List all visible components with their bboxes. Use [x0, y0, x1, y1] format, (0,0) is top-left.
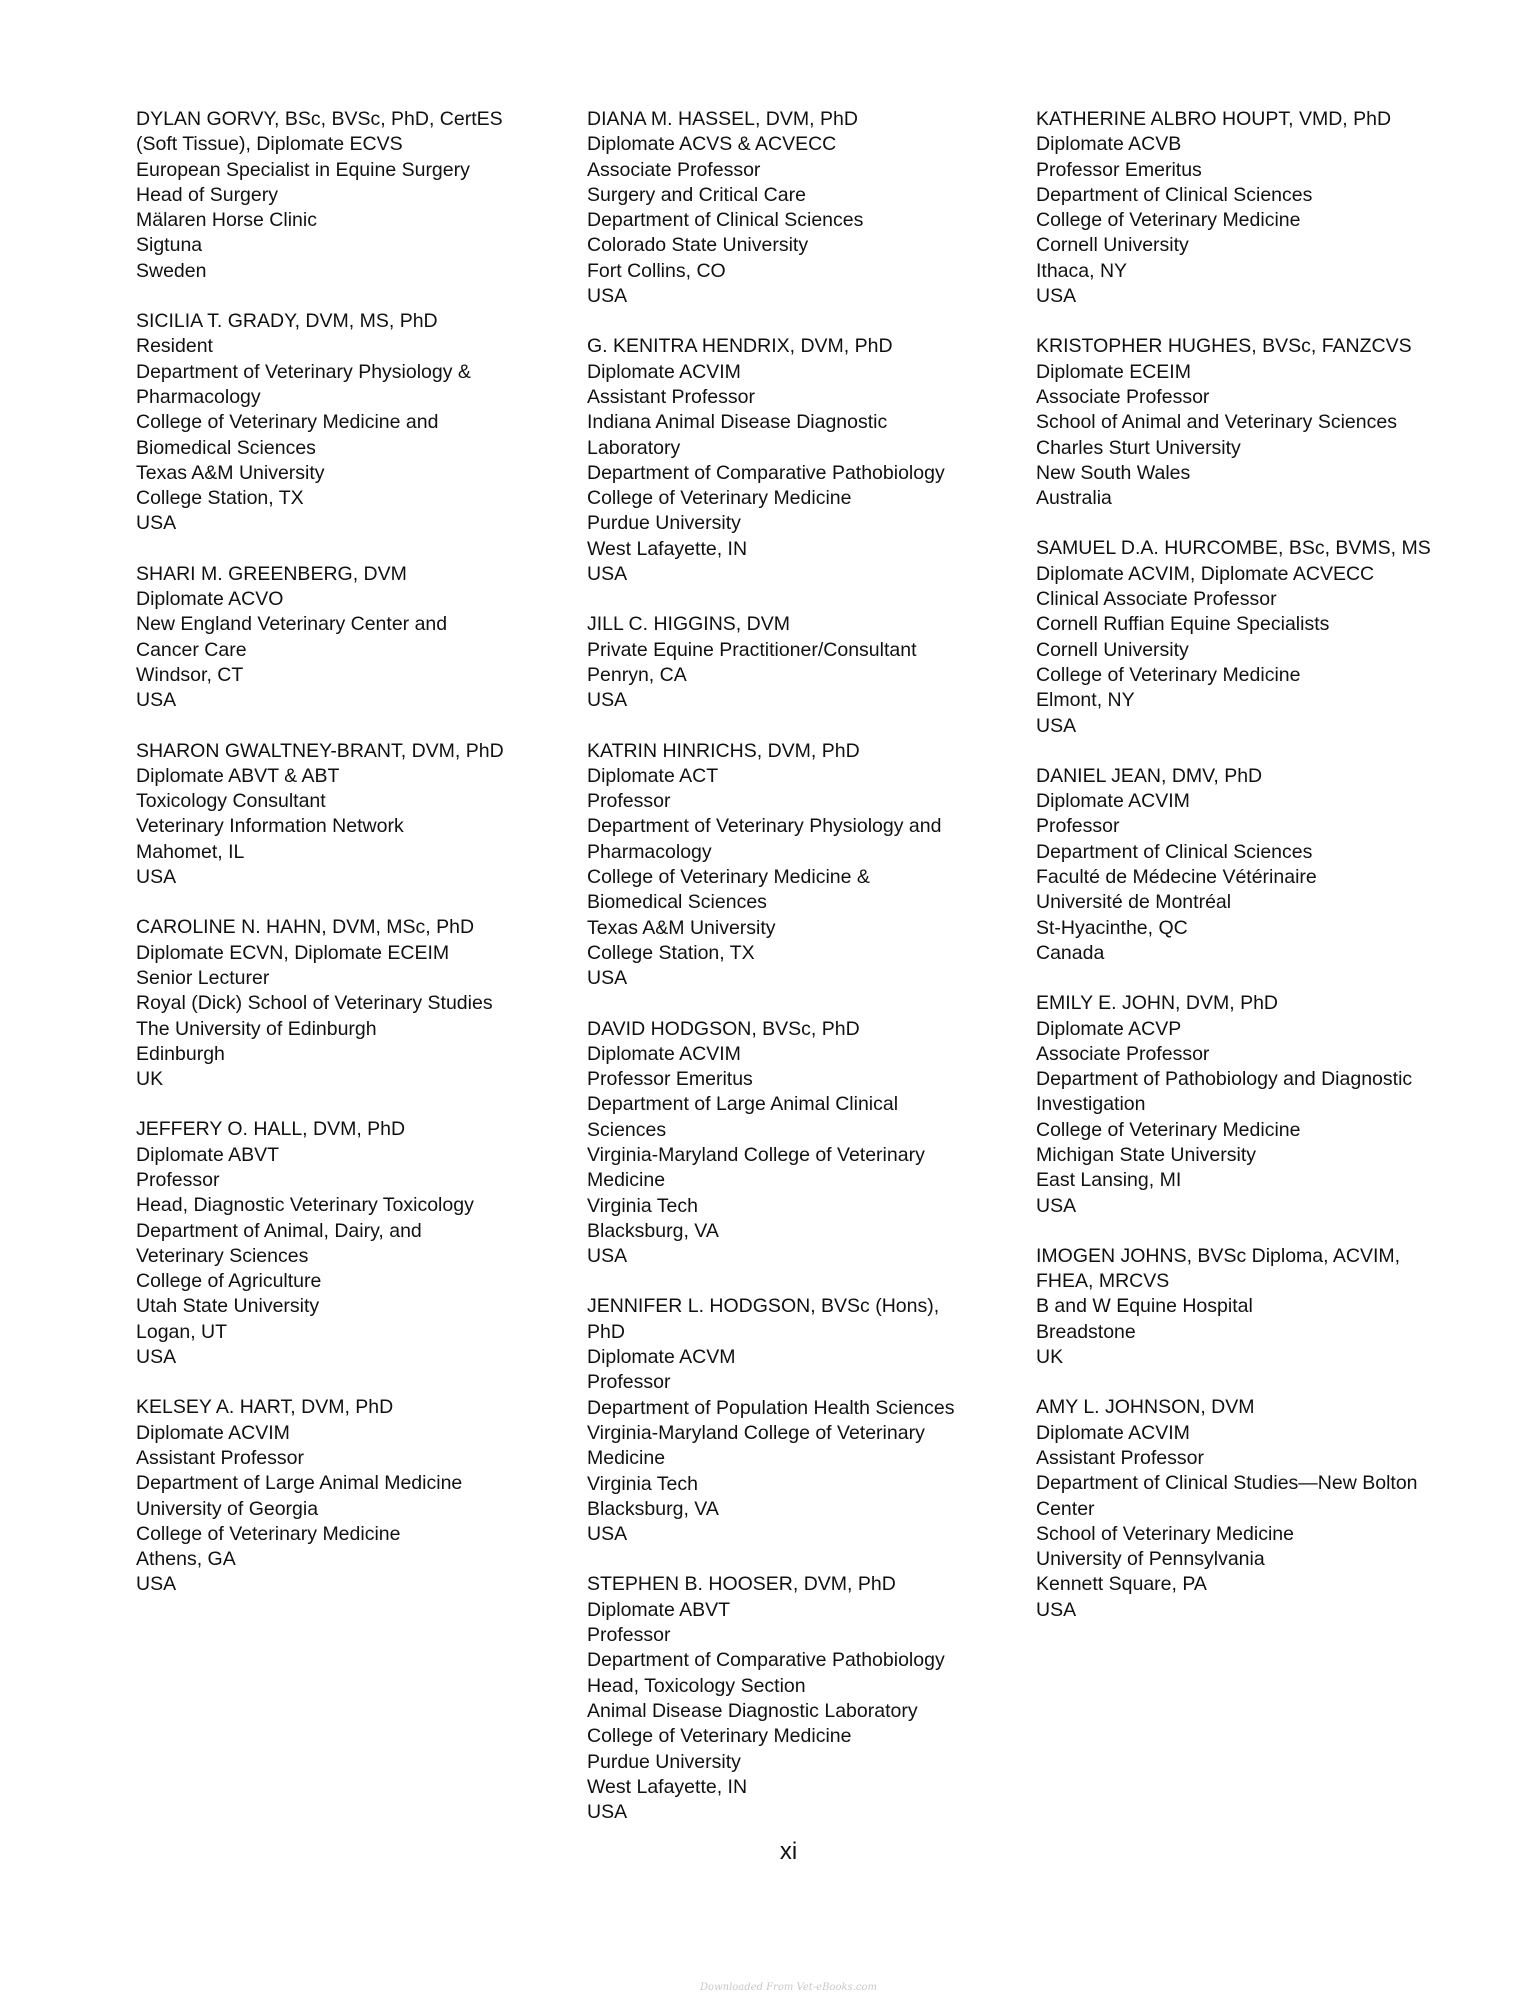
- contributor-detail-line: St-Hyacinthe, QC: [1036, 916, 1188, 939]
- contributor-detail-line: Associate Professor: [587, 158, 761, 181]
- contributor-detail-line: Center: [1036, 1497, 1095, 1520]
- contributor-detail-line: Blacksburg, VA: [587, 1219, 719, 1242]
- contributor-detail-line: College of Agriculture: [136, 1270, 322, 1293]
- contributor-detail-line: Texas A&M University: [136, 461, 325, 484]
- contributor-detail-line: Head of Surgery: [136, 183, 278, 206]
- contributor-detail-line: USA: [587, 967, 628, 990]
- contributor-detail-line: Department of Veterinary Physiology &: [136, 360, 471, 383]
- contributor-entry: [1036, 334, 1466, 511]
- contributor-name: KELSEY A. HART, DVM, PhD: [136, 1396, 394, 1419]
- contributor-detail-line: College of Veterinary Medicine: [136, 1522, 401, 1545]
- contributor-entry: [1036, 536, 1466, 738]
- contributor-detail-line: European Specialist in Equine Surgery: [136, 158, 470, 181]
- contributor-detail-line: Assistant Professor: [136, 1446, 304, 1469]
- contributor-detail-line: USA: [1036, 1598, 1077, 1621]
- contributor-detail-line: USA: [587, 1245, 628, 1268]
- contributor-name: KRISTOPHER HUGHES, BVSc, FANZCVS: [1036, 335, 1412, 358]
- contributor-detail-line: New England Veterinary Center and: [136, 613, 448, 636]
- contributor-detail-line: Penryn, CA: [587, 663, 687, 686]
- contributor-detail-line: Professor: [587, 1371, 671, 1394]
- contributor-detail-line: Veterinary Information Network: [136, 815, 404, 838]
- contributor-entry: [587, 1572, 1017, 1825]
- contributor-detail-line: Diplomate ACT: [587, 764, 719, 787]
- page-number: xi: [779, 1838, 798, 1865]
- contributor-detail-line: Indiana Animal Disease Diagnostic: [587, 411, 888, 434]
- contributor-detail-line: Sigtuna: [136, 234, 203, 257]
- contributor-name: SHARON GWALTNEY-BRANT, DVM, PhD: [136, 739, 504, 762]
- contributor-detail-line: USA: [136, 1346, 177, 1369]
- contributor-detail-line: Head, Toxicology Section: [587, 1674, 806, 1697]
- contributor-entry: [587, 739, 1017, 992]
- contributor-detail-line: School of Veterinary Medicine: [1036, 1522, 1294, 1545]
- contributor-detail-line: Cornell University: [1036, 638, 1189, 661]
- contributor-detail-line: USA: [1036, 1194, 1077, 1217]
- contributor-detail-line: University of Pennsylvania: [1036, 1548, 1265, 1571]
- contributor-detail-line: USA: [1036, 285, 1077, 308]
- contributor-detail-line: Diplomate ABVT & ABT: [136, 764, 340, 787]
- contributor-detail-line: Associate Professor: [1036, 1042, 1210, 1065]
- contributors-column-3: [1036, 107, 1466, 1648]
- contributor-detail-line: Department of Clinical Studies—New Bolton: [1036, 1472, 1418, 1495]
- contributor-detail-line: Blacksburg, VA: [587, 1497, 719, 1520]
- contributor-detail-line: Virginia Tech: [587, 1472, 698, 1495]
- contributor-detail-line: Sweden: [136, 259, 207, 282]
- contributor-entry: [1036, 1244, 1466, 1370]
- contributor-detail-line: USA: [587, 1523, 628, 1546]
- contributor-entry: [136, 107, 566, 284]
- contributor-detail-line: University of Georgia: [136, 1497, 319, 1520]
- contributor-detail-line: USA: [587, 285, 628, 308]
- contributor-detail-line: Texas A&M University: [587, 916, 776, 939]
- contributor-detail-line: Professor Emeritus: [587, 1068, 753, 1091]
- contributor-name: DANIEL JEAN, DMV, PhD: [1036, 764, 1263, 787]
- contributor-detail-line: Professor: [587, 790, 671, 813]
- contributor-detail-line: Virginia-Maryland College of Veterinary: [587, 1143, 925, 1166]
- contributor-detail-line: Mahomet, IL: [136, 840, 245, 863]
- contributor-entry: [1036, 107, 1466, 309]
- contributor-detail-line: USA: [587, 563, 628, 586]
- contributor-name: KATHERINE ALBRO HOUPT, VMD, PhD: [1036, 108, 1392, 130]
- contributor-detail-line: Ithaca, NY: [1036, 259, 1128, 282]
- contributor-detail-line: UK: [1036, 1346, 1064, 1369]
- contributor-detail-line: Australia: [1036, 487, 1112, 510]
- contributor-detail-line: Purdue University: [587, 512, 741, 535]
- contributor-detail-line: Diplomate ABVT: [136, 1143, 280, 1166]
- contributor-name: SICILIA T. GRADY, DVM, MS, PhD: [136, 310, 438, 333]
- contributor-detail-line: Diplomate ACVO: [136, 588, 284, 611]
- contributor-detail-line: Kennett Square, PA: [1036, 1573, 1207, 1596]
- contributor-detail-line: Animal Disease Diagnostic Laboratory: [587, 1699, 918, 1722]
- contributor-detail-line: College Station, TX: [136, 487, 304, 510]
- contributor-detail-line: Toxicology Consultant: [136, 790, 326, 813]
- contributor-detail-line: Surgery and Critical Care: [587, 183, 806, 206]
- contributor-name: JENNIFER L. HODGSON, BVSc (Hons),: [587, 1295, 940, 1318]
- contributor-detail-line: Université de Montréal: [1036, 891, 1232, 914]
- contributor-detail-line: Biomedical Sciences: [136, 436, 316, 459]
- contributor-detail-line: Edinburgh: [136, 1042, 225, 1065]
- contributor-name: DYLAN GORVY, BSc, BVSc, PhD, CertES: [136, 108, 503, 130]
- contributor-entry: [136, 915, 566, 1092]
- contributor-detail-line: Department of Clinical Sciences: [1036, 840, 1313, 863]
- contributor-name: IMOGEN JOHNS, BVSc Diploma, ACVIM,: [1036, 1244, 1401, 1267]
- contributor-detail-line: Investigation: [1036, 1093, 1146, 1116]
- contributor-detail-line: Diplomate ACVP: [1036, 1017, 1182, 1040]
- contributor-detail-line: Professor: [1036, 815, 1120, 838]
- contributor-detail-line: Department of Population Health Sciences: [587, 1396, 955, 1419]
- contributor-detail-line: The University of Edinburgh: [136, 1017, 377, 1040]
- contributor-detail-line: Biomedical Sciences: [587, 891, 767, 914]
- contributor-name: EMILY E. JOHN, DVM, PhD: [1036, 992, 1278, 1015]
- contributor-entry: [136, 739, 566, 891]
- contributor-detail-line: Laboratory: [587, 436, 681, 459]
- contributor-detail-line: College of Veterinary Medicine: [1036, 1118, 1301, 1141]
- contributor-name: KATRIN HINRICHS, DVM, PhD: [587, 739, 860, 762]
- contributor-detail-line: PhD: [587, 1320, 625, 1343]
- contributor-detail-line: Professor Emeritus: [1036, 158, 1202, 181]
- contributor-entry: [587, 1294, 1017, 1547]
- contributor-detail-line: FHEA, MRCVS: [1036, 1270, 1170, 1293]
- contributor-detail-line: College of Veterinary Medicine: [1036, 209, 1301, 232]
- contributor-detail-line: School of Animal and Veterinary Sciences: [1036, 411, 1397, 434]
- contributor-entry: [587, 107, 1017, 309]
- contributor-entry: [1036, 991, 1466, 1219]
- contributor-detail-line: Medicine: [587, 1169, 666, 1192]
- contributor-detail-line: Colorado State University: [587, 234, 809, 257]
- contributor-detail-line: UK: [136, 1068, 164, 1091]
- contributor-detail-line: USA: [136, 1573, 177, 1596]
- contributor-detail-line: Diplomate ACVM: [587, 1346, 736, 1369]
- contributor-entry: [136, 1117, 566, 1370]
- contributor-name: STEPHEN B. HOOSER, DVM, PhD: [587, 1573, 896, 1596]
- contributor-name: SAMUEL D.A. HURCOMBE, BSc, BVMS, MS: [1036, 537, 1431, 560]
- contributor-detail-line: Athens, GA: [136, 1548, 236, 1571]
- contributor-detail-line: Assistant Professor: [587, 385, 755, 408]
- contributor-detail-line: College of Veterinary Medicine: [1036, 663, 1301, 686]
- contributor-name: SHARI M. GREENBERG, DVM: [136, 562, 407, 585]
- contributor-detail-line: College of Veterinary Medicine: [587, 1725, 852, 1748]
- contributor-detail-line: College of Veterinary Medicine and: [136, 411, 439, 434]
- contributor-detail-line: Breadstone: [1036, 1320, 1136, 1343]
- contributor-detail-line: B and W Equine Hospital: [1036, 1295, 1253, 1318]
- contributor-detail-line: Veterinary Sciences: [136, 1244, 309, 1267]
- contributor-detail-line: Pharmacology: [587, 840, 712, 863]
- contributor-detail-line: Department of Pathobiology and Diagnostic: [1036, 1068, 1413, 1091]
- contributor-detail-line: Diplomate ACVIM: [136, 1421, 290, 1444]
- contributor-detail-line: East Lansing, MI: [1036, 1169, 1182, 1192]
- contributor-detail-line: Assistant Professor: [1036, 1446, 1204, 1469]
- contributor-entry: [587, 612, 1017, 713]
- contributor-detail-line: Department of Animal, Dairy, and: [136, 1219, 422, 1242]
- contributor-detail-line: Head, Diagnostic Veterinary Toxicology: [136, 1194, 474, 1217]
- contributor-detail-line: College of Veterinary Medicine: [587, 487, 852, 510]
- contributor-detail-line: Associate Professor: [1036, 385, 1210, 408]
- contributor-detail-line: Utah State University: [136, 1295, 320, 1318]
- contributor-entry: [1036, 764, 1466, 966]
- contributor-detail-line: USA: [587, 1801, 628, 1824]
- contributor-detail-line: Senior Lecturer: [136, 966, 270, 989]
- contributors-column-1: [136, 107, 566, 1623]
- contributor-name: JILL C. HIGGINS, DVM: [587, 613, 790, 636]
- contributor-detail-line: Department of Veterinary Physiology and: [587, 815, 942, 838]
- contributor-detail-line: Diplomate ACVS & ACVECC: [587, 133, 837, 156]
- contributor-detail-line: Department of Comparative Pathobiology: [587, 1649, 945, 1672]
- contributor-detail-line: Cornell Ruffian Equine Specialists: [1036, 613, 1330, 636]
- contributor-detail-line: Diplomate ACVIM: [1036, 1421, 1190, 1444]
- contributor-detail-line: USA: [136, 689, 177, 712]
- contributor-detail-line: West Lafayette, IN: [587, 1775, 748, 1798]
- contributor-detail-line: Department of Clinical Sciences: [587, 209, 864, 232]
- contributor-detail-line: Royal (Dick) School of Veterinary Studies: [136, 992, 493, 1015]
- contributor-detail-line: West Lafayette, IN: [587, 537, 748, 560]
- contributor-detail-line: Diplomate ACVIM: [1036, 790, 1190, 813]
- contributor-name: G. KENITRA HENDRIX, DVM, PhD: [587, 335, 893, 358]
- contributor-detail-line: Diplomate ECEIM: [1036, 360, 1191, 383]
- contributor-entry: [1036, 1395, 1466, 1623]
- contributor-detail-line: Cornell University: [1036, 234, 1189, 257]
- contributor-detail-line: Fort Collins, CO: [587, 259, 726, 282]
- contributor-detail-line: Diplomate ACVIM: [587, 1042, 741, 1065]
- contributor-detail-line: USA: [587, 689, 628, 712]
- contributor-detail-line: Department of Clinical Sciences: [1036, 183, 1313, 206]
- contributor-name: CAROLINE N. HAHN, DVM, MSc, PhD: [136, 916, 475, 939]
- contributor-detail-line: Resident: [136, 335, 213, 358]
- contributor-name: JEFFERY O. HALL, DVM, PhD: [136, 1118, 406, 1141]
- contributor-detail-line: Faculté de Médecine Vétérinaire: [1036, 866, 1317, 889]
- contributor-detail-line: Purdue University: [587, 1750, 741, 1773]
- contributor-detail-line: USA: [136, 866, 177, 889]
- contributor-detail-line: Pharmacology: [136, 385, 261, 408]
- contributor-detail-line: Michigan State University: [1036, 1143, 1257, 1166]
- contributor-detail-line: Department of Large Animal Clinical: [587, 1093, 899, 1116]
- contributor-entry: [587, 1017, 1017, 1270]
- contributor-detail-line: Private Equine Practitioner/Consultant: [587, 638, 917, 661]
- contributor-detail-line: Diplomate ACVB: [1036, 133, 1182, 156]
- contributor-detail-line: Elmont, NY: [1036, 689, 1135, 712]
- contributor-name: DIANA M. HASSEL, DVM, PhD: [587, 108, 858, 130]
- contributor-detail-line: New South Wales: [1036, 461, 1191, 484]
- contributor-detail-line: USA: [1036, 714, 1077, 737]
- contributor-detail-line: Canada: [1036, 941, 1105, 964]
- contributor-detail-line: Department of Large Animal Medicine: [136, 1472, 463, 1495]
- contributor-detail-line: (Soft Tissue), Diplomate ECVS: [136, 133, 403, 156]
- contributors-column-2: [587, 107, 1017, 1850]
- contributor-detail-line: Diplomate ACVIM: [587, 360, 741, 383]
- contributor-entry: [587, 334, 1017, 587]
- contributor-detail-line: College Station, TX: [587, 941, 755, 964]
- contributor-detail-line: Mälaren Horse Clinic: [136, 209, 317, 232]
- contributor-detail-line: Diplomate ECVN, Diplomate ECEIM: [136, 941, 450, 964]
- contributor-detail-line: Charles Sturt University: [1036, 436, 1241, 459]
- contributor-detail-line: Windsor, CT: [136, 663, 244, 686]
- contributor-name: AMY L. JOHNSON, DVM: [1036, 1396, 1255, 1419]
- contributor-detail-line: Professor: [136, 1168, 220, 1191]
- contributor-detail-line: College of Veterinary Medicine &: [587, 866, 870, 889]
- contributor-entry: [136, 562, 566, 714]
- contributor-detail-line: Virginia-Maryland College of Veterinary: [587, 1421, 925, 1444]
- contributor-detail-line: Diplomate ACVIM, Diplomate ACVECC: [1036, 562, 1375, 585]
- contributor-detail-line: Logan, UT: [136, 1320, 228, 1343]
- contributor-detail-line: Sciences: [587, 1118, 667, 1141]
- contributor-entry: [136, 1395, 566, 1597]
- contributor-detail-line: Cancer Care: [136, 638, 247, 661]
- contributor-detail-line: Diplomate ABVT: [587, 1598, 731, 1621]
- contributor-entry: [136, 309, 566, 537]
- contributor-detail-line: USA: [136, 512, 177, 535]
- contributor-detail-line: Clinical Associate Professor: [1036, 588, 1277, 611]
- contributor-detail-line: Medicine: [587, 1447, 666, 1470]
- contributor-name: DAVID HODGSON, BVSc, PhD: [587, 1017, 860, 1040]
- contributor-detail-line: Virginia Tech: [587, 1194, 698, 1217]
- contributor-detail-line: Department of Comparative Pathobiology: [587, 461, 945, 484]
- contributor-detail-line: Professor: [587, 1624, 671, 1647]
- footer-watermark: Downloaded From Vet-eBooks.com: [700, 1982, 877, 1993]
